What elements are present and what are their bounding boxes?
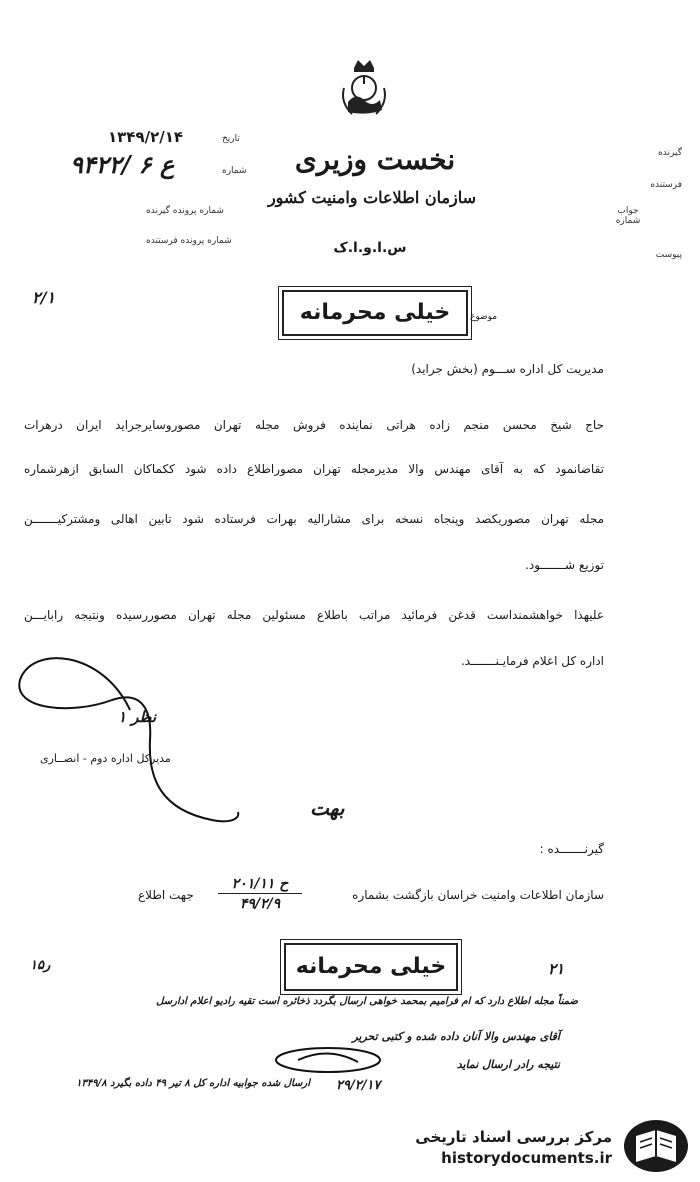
annotation-line: ضمناً مجله اطلاع دارد که ام فرامیم بمحمد خواهی ارسال بگردد ذخائره است تقیه رادیو اعلام ادارسل: [156, 996, 578, 1007]
attachment-file-label: شماره پرونده گیرنده: [146, 206, 224, 216]
recipient-margin-label: گیرنده: [658, 148, 682, 158]
attachment-margin-label: پیوست: [655, 250, 682, 260]
annotation-line: ارسال شده جوابیه اداره کل ۸ تیر ۴۹ داده بگیرد ۱۳۴۹/۸: [76, 1078, 310, 1089]
signature-mark: نظر ۱: [118, 708, 157, 726]
lion-and-sun-emblem-icon: [338, 58, 390, 122]
fraction-divider: [218, 893, 302, 894]
number-value: ۹۴۲۲/ ۶ ع: [70, 150, 175, 179]
addressee-line: مدیریت کل اداره ســـوم (بخش جراید): [411, 362, 604, 376]
annotation-ref: ر۱۵: [30, 958, 51, 973]
reference-date: ۴۹/۲/۹: [239, 896, 281, 912]
number-label: شماره: [222, 166, 247, 176]
reply-number-label: جواب شماره: [615, 206, 641, 226]
body-line: تقاضانمود که به آقای مهندس والا مدیرمجله تهران مصوراطلاع داده شود ککماکان السابق ازهرشماره: [24, 462, 604, 476]
date-value: ۱۳۴۹/۲/۱۴: [108, 128, 184, 146]
annotation-date: ۲۹/۲/۱۷: [336, 1078, 381, 1093]
archive-url: historydocuments.ir: [441, 1149, 612, 1167]
document-title: نخست وزیری: [294, 143, 456, 176]
body-line: اداره کل اعلام فرمایـنـــــــد.: [460, 654, 604, 668]
corner-mark: ۲۱: [548, 960, 565, 978]
recipient-line: سازمان اطلاعات وامنیت خراسان بازگشت بشماره: [352, 888, 604, 902]
date-label: تاریخ: [222, 134, 240, 144]
top-secret-stamp-lower: خیلی محرمانه: [284, 943, 458, 991]
body-line: مجله تهران مصوریکصد وپنجاه نسخه برای مشارالیه بهرات فرستاده شود تابین اهالی ومشترکیـــــــن: [24, 512, 604, 526]
sender-margin-label: فرستنده: [650, 180, 682, 190]
subject-label: موضوع: [470, 312, 498, 322]
body-line: توزیع شـــــــود.: [525, 558, 604, 572]
annotation-line: نتیجه رادر ارسال نماید: [456, 1058, 560, 1071]
open-book-logo-icon: [622, 1118, 690, 1174]
annotation-line: آقای مهندس والا آنان داده شده و کتبی تحریر: [352, 1030, 560, 1043]
page-mark: ۲/۱: [32, 288, 56, 307]
body-line: علیهذا خواهشمنداست قدغن فرمائید مراتب باطلاع مسئولین مجله تهران مصوررسیده ونتیجه رابایـــن: [24, 608, 604, 622]
handwritten-initial: بهت: [310, 796, 345, 820]
archive-brand-name: مرکز بررسی اسناد تاریخی: [415, 1128, 612, 1146]
organization-name: سازمان اطلاعات وامنیت کشور: [267, 188, 477, 207]
signatory-name: مدیرکل اداره دوم - انصــاری: [40, 752, 171, 765]
organization-code: س.ا.و.ا.ک: [333, 240, 407, 256]
recipient-suffix: جهت اطلاع: [138, 888, 194, 902]
annotation-signature-icon: [268, 1042, 388, 1078]
top-secret-stamp: خیلی محرمانه: [282, 290, 468, 336]
signature-flourish-icon: [12, 640, 242, 850]
sender-file-label: شماره پرونده فرستنده: [146, 236, 232, 246]
reference-number: ۲۰۱/ح ۱۱: [231, 876, 289, 892]
body-line: حاج شیخ محسن منجم زاده هراتی نماینده فروش مجله تهران مصوروسایرجراید ایران درهرات: [24, 418, 604, 432]
recipients-label: گیرنـــــــده :: [539, 842, 604, 856]
